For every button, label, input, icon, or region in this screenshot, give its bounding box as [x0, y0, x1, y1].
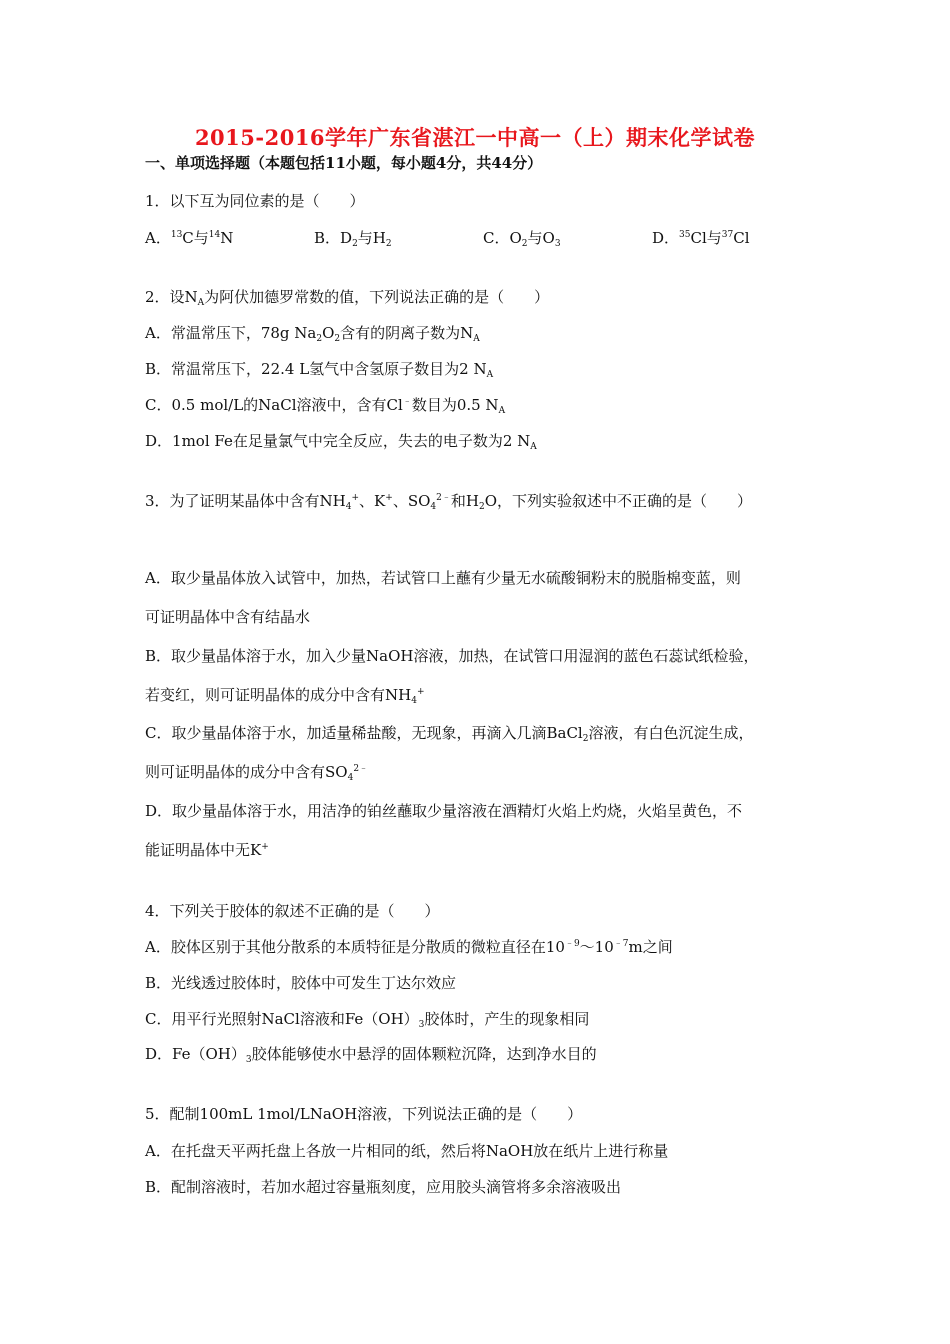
- question-2-stem: 2．设$N_A$为阿伏加德罗常数的值，下列说法正确的是（ ）: [145, 288, 550, 308]
- question-2-option-c: C．0.5 mol/L的NaCl溶液中，含有Cl﹣数目为0.5 $N_A$: [145, 396, 506, 416]
- question-1-option-b: B．$D_2$与$H_2$: [314, 229, 392, 249]
- exam-title: 2015-2016学年广东省湛江一中高一（上）期末化学试卷: [194, 125, 756, 150]
- question-1-option-a: A．$^{13}$C与$^{14}$N: [145, 229, 234, 247]
- question-1-option-c: C．$O_2$与$O_3$: [483, 229, 561, 249]
- question-2-option-b: B．常温常压下，22.4 L氢气中含氢原子数目为2 $N_A$: [145, 360, 494, 380]
- question-4-option-c: C．用平行光照射NaCl溶液和$Fe(OH)_3$胶体时，产生的现象相同: [145, 1010, 590, 1030]
- question-4-stem: 4．下列关于胶体的叙述不正确的是（ ）: [145, 902, 440, 920]
- question-4-option-d: D．$Fe(OH)_3$胶体能够使水中悬浮的固体颗粒沉降，达到净水目的: [145, 1045, 597, 1065]
- question-3-option-d-line1: D．取少量晶体溶于水，用洁净的铂丝蘸取少量溶液在酒精灯火焰上灼烧，火焰呈黄色，不: [145, 802, 743, 820]
- question-3-option-a-line1: A．取少量晶体放入试管中，加热，若试管口上蘸有少量无水硫酸铜粉末的脱脂棉变蓝，则: [145, 569, 741, 587]
- section-heading: 一、单项选择题（本题包括11小题，每小题4分，共44分）: [145, 154, 543, 172]
- question-2-option-d: D．1mol Fe在足量氯气中完全反应，失去的电子数为2 $N_A$: [145, 432, 537, 452]
- question-3-option-d-line2: 能证明晶体中无K+: [145, 841, 269, 859]
- question-1-stem: 1．以下互为同位素的是（ ）: [145, 192, 365, 210]
- question-1-option-d: D．$^{35}$Cl与$^{37}$Cl: [652, 229, 750, 247]
- question-5-option-b: B．配制溶液时，若加水超过容量瓶刻度，应用胶头滴管将多余溶液吸出: [145, 1178, 622, 1196]
- question-3-stem: 3．为了证明某晶体中含有$NH_4^+$、K+、$SO_4^{2﹣}$和$H_2O$，下列实验叙述中不正确的是（ ）: [145, 492, 752, 512]
- question-3-option-c-line2: 则可证明晶体的成分中含有$SO_4^{2﹣}$: [145, 763, 369, 783]
- question-3-option-b-line2: 若变红，则可证明晶体的成分中含有$NH_4^+$: [145, 686, 425, 706]
- question-3-option-c-line1: C．取少量晶体溶于水，加适量稀盐酸，无现象，再滴入几滴BaCl$_2$溶液，有白色沉淀生成，: [145, 724, 754, 744]
- question-4-option-b: B．光线透过胶体时，胶体中可发生丁达尔效应: [145, 974, 457, 992]
- question-4-option-a: A．胶体区别于其他分散系的本质特征是分散质的微粒直径在$10^{﹣9}\sim 10^{﹣7}m$之间: [145, 938, 673, 956]
- question-3-option-b-line1: B．取少量晶体溶于水，加入少量NaOH溶液，加热，在试管口用湿润的蓝色石蕊试纸检验，: [145, 647, 759, 665]
- question-2-option-a: A．常温常压下，78g $Na_2O_2$含有的阴离子数为$N_A$: [145, 324, 480, 344]
- question-3-option-a-line2: 可证明晶体中含有结晶水: [145, 608, 311, 626]
- question-5-stem: 5．配制100mL 1mol/LNaOH溶液，下列说法正确的是（ ）: [145, 1105, 583, 1123]
- question-5-option-a: A．在托盘天平两托盘上各放一片相同的纸，然后将NaOH放在纸片上进行称量: [145, 1142, 669, 1160]
